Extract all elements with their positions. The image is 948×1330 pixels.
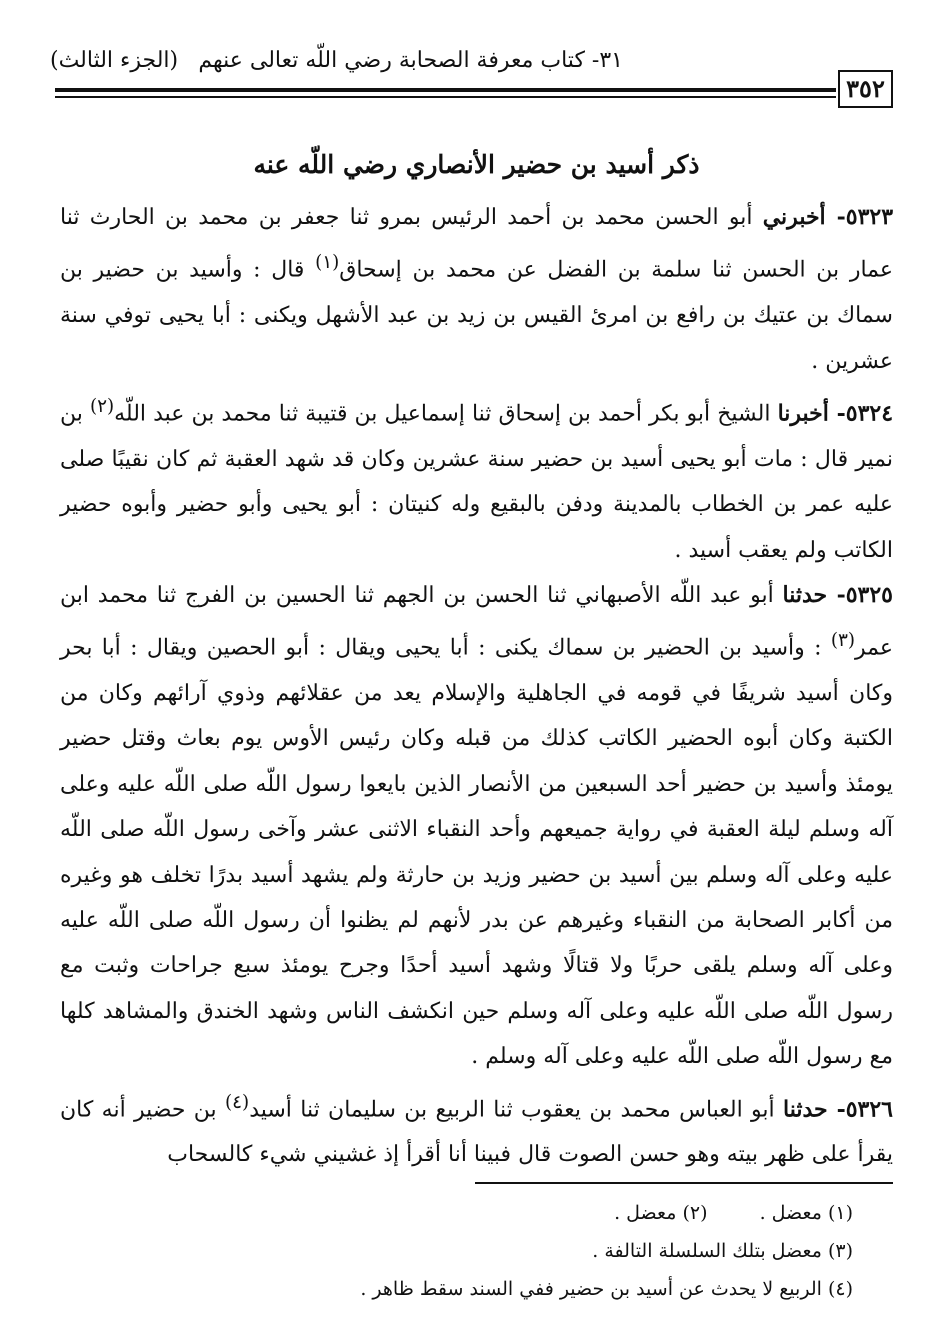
narration-verb: - أخبرني [762,204,846,230]
main-text [60,195,893,1178]
hadith-text: أبو الحسن محمد بن أحمد الرئيس بمرو ثنا جعفر بن محمد بن الحارث ثنا عمار بن الحسن ثنا سلمة بن الفضل عن محمد بن إسحاق [60,205,893,283]
footnote-text: معضل بتلك السلسلة التالفة . [592,1240,822,1262]
footnote-ref: (٤) [225,1091,250,1113]
hadith-entry [60,195,893,384]
footnote-ref: (٣) [830,630,856,652]
hadith-number: ٥٣٢٦ [845,1096,893,1123]
narration-verb: - أخبرنا [777,400,846,427]
hadith-text-continued: بن حضير أنه كان يقرأ على ظهر بيته وهو حسن الصوت قال فبينا أنا أقرأ إذ غشيني شيء كالسحاب [60,1097,893,1168]
footnote-row [60,1232,853,1270]
footnote-ref: (٢) [89,395,115,417]
hadith-text: أبو العباس محمد بن يعقوب ثنا الربيع بن سليمان ثنا أسيد [249,1097,775,1123]
footnotes [60,1194,853,1308]
hadith-text-continued: بن نمير قال : مات أبو يحيى أسيد بن حضير سنة عشرين وكان قد شهد العقبة ثم كان نقيبًا صلى عليه عمر بن الخطاب بالمدينة ودفن بالبقيع وله كنيتان : أبو يحيى وأبو حضير وأبوه حضير الكاتب ولم يعقب أسيد . [60,401,893,563]
narration-verb: - حدثنا [782,581,846,608]
footnote-number: (١) [827,1202,853,1224]
section-title: ذكر أسيد بن حضير الأنصاري رضي اللّه عنه [253,150,700,179]
footnote-ref: (١) [315,252,340,274]
footnote-number: (٤) [827,1278,853,1300]
footnote-row [60,1270,853,1308]
book-chapter-title: ٣١- كتاب معرفة الصحابة رضي اللّه تعالى عنهم [198,48,623,73]
page-number-box: ٣٥٢ [838,70,893,108]
hadith-number: ٥٣٢٣ [845,204,894,230]
volume-label: (الجزء الثالث) [50,48,179,73]
footnote-row [60,1194,853,1232]
hadith-text-continued: قال : وأسيد بن حضير بن سماك بن عتيك بن رافع بن امرئ القيس بن زيد بن عبد الأشهل ويكنى : أبا يحيى توفي سنة عشرين . [60,257,893,374]
footnote-number: (٢) [682,1202,708,1224]
running-header [50,48,893,78]
hadith-text: أبو عبد اللّه الأصبهاني ثنا الحسن بن الجهم ثنا الحسين بن الفرج ثنا محمد ابن عمر [60,582,893,661]
hadith-entry [60,573,893,1080]
hadith-number: ٥٣٢٥ [845,581,893,608]
hadith-entry [60,1080,893,1178]
narration-verb: - حدثنا [782,1096,846,1123]
header-rule-thin [55,96,836,98]
header-rule-thick [55,88,836,92]
footnote-text: معضل . [759,1202,822,1224]
footnote-number: (٣) [827,1240,853,1262]
hadith-text: الشيخ أبو بكر أحمد بن إسحاق ثنا إسماعيل بن قتيبة ثنا محمد بن عبد اللّه [114,401,771,427]
hadith-entry [60,384,893,573]
footnote-separator [475,1182,893,1184]
hadith-text-continued: : وأسيد بن الحضير بن سماك يكنى : أبا يحيى ويقال : أبو الحصين ويقال : أبا بحر وكان أسيد شريفًا في قومه في الجاهلية والإسلام يعد من عقلائهم وذوي آرائهم وكان من الكتبة وكان أبوه الحضير الكاتب كذلك من قبله وكان رئيس الأوس يوم بعاث وقتل حضير يومئذ وأسيد بن حضير أحد السبعين من الأنصار الذين بايعوا رسول اللّه صلى اللّه عليه وعلى آله وسلم ليلة العقبة في رواية جميعهم وأحد النقباء الاثنى عشر وآخى رسول اللّه صلى اللّه عليه وعلى آله وسلم بين أسيد بن حضير وزيد بن حارثة ولم يشهد أسيد بدرًا تخلف هو وغيره من أكابر الصحابة من النقباء وغيرهم عن بدر لأنهم لم يظنوا أن رسول اللّه صلى اللّه عليه وعلى آله وسلم يلقى حربًا ولا قتالًا وشهد أسيد أحدًا وجرح يومئذ سبع جراحات وثبت مع رسول اللّه صلى اللّه عليه وعلى آله وسلم حين انكشف الناس وشهد الخندق والمشاهد كلها مع رسول اللّه صلى اللّه عليه وعلى آله وسلم . [60,635,893,1070]
hadith-number: ٥٣٢٤ [845,400,894,427]
footnote-text: معضل . [614,1202,677,1224]
footnote-text: الربيع لا يحدث عن أسيد بن حضير ففي السند سقط ظاهر . [360,1278,822,1300]
